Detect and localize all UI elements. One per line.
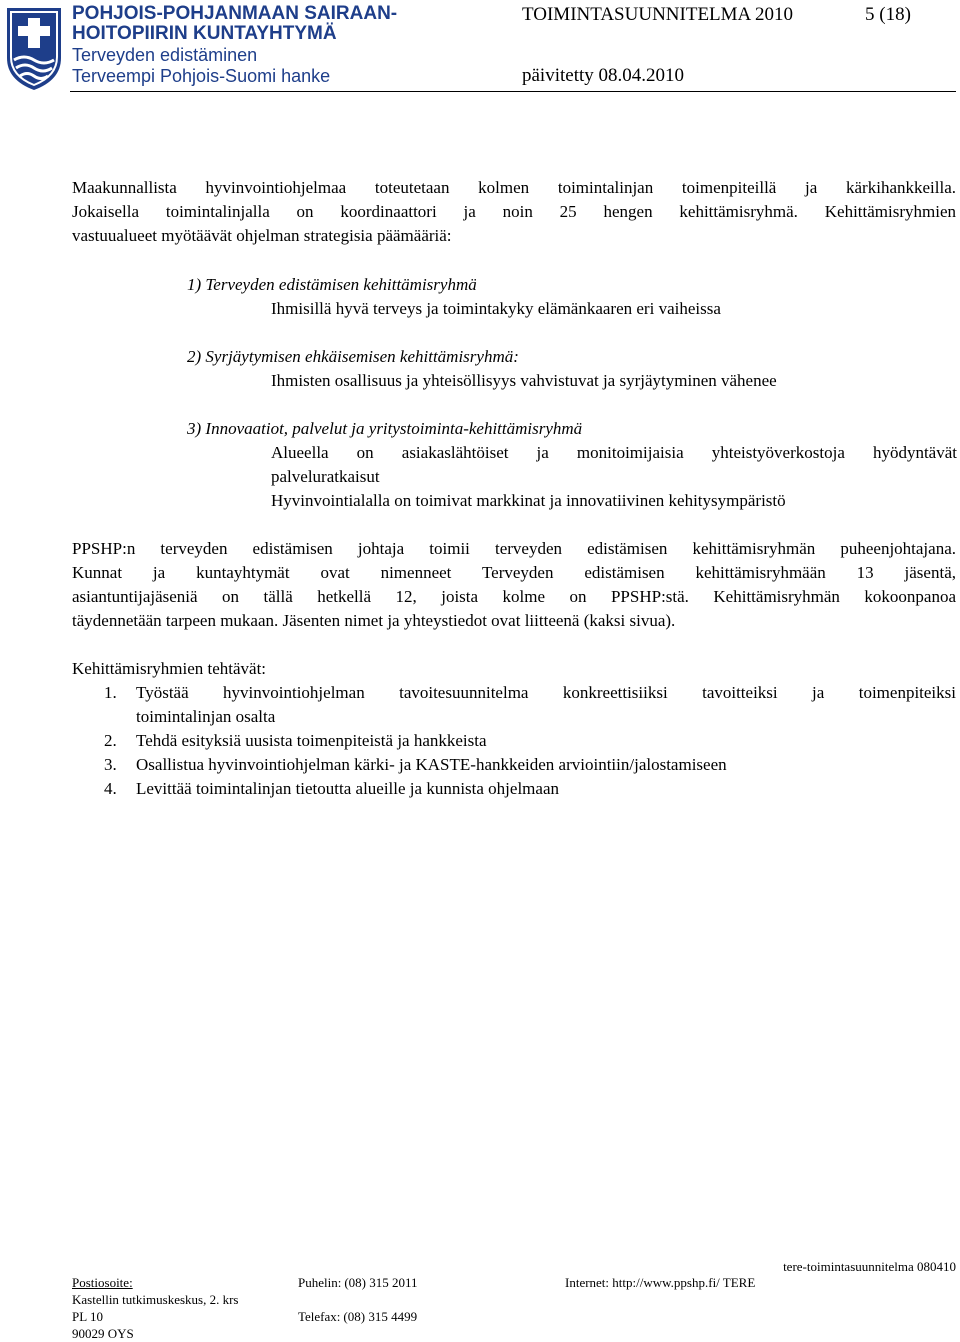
fax-info bbox=[298, 1308, 417, 1325]
intro-line: vastuualueet myötäävät ohjelman strategisia päämääriä: bbox=[72, 226, 452, 245]
paragraph-line: asiantuntijajäseniä on tällä hetkellä 12, joista kolme on PPSHP:stä. Kehittämisryhmän kokoonpanoa bbox=[72, 587, 956, 606]
address-line: Kastellin tutkimuskeskus, 2. krs bbox=[72, 1292, 239, 1307]
project-name: Terveempi Pohjois-Suomi hanke bbox=[72, 66, 331, 86]
internet-label: Internet: bbox=[565, 1275, 610, 1290]
group-goal: Hyvinvointialalla on toimivat markkinat ja innovatiivinen kehitysympäristö bbox=[271, 491, 786, 510]
task-number: 2. bbox=[104, 731, 117, 750]
task-item bbox=[72, 777, 956, 801]
phone-label: Puhelin: bbox=[298, 1275, 342, 1290]
task-number: 4. bbox=[104, 779, 117, 798]
group-title: 3) Innovaatiot, palvelut ja yritystoiminta-kehittämisryhmä bbox=[187, 419, 583, 438]
district-crest-logo bbox=[4, 4, 64, 92]
unit-name: Terveyden edistäminen bbox=[72, 45, 258, 65]
group-3 bbox=[187, 417, 957, 513]
tasks-heading: Kehittämisryhmien tehtävät: bbox=[72, 659, 267, 678]
paragraph-line: Kunnat ja kuntayhtymät ovat nimenneet Terveyden edistämisen kehittämisryhmään 13 jäsentä, bbox=[72, 563, 956, 582]
task-number: 3. bbox=[104, 755, 117, 774]
group-goal: Ihmisten osallisuus ja yhteisöllisyys vahvistuvat ja syrjäytyminen vähenee bbox=[271, 371, 777, 390]
intro-line: Jokaisella toimintalinjalla on koordinaattori ja noin 25 hengen kehittämisryhmä. Kehittämisryhmien bbox=[72, 202, 956, 221]
chair-paragraph bbox=[72, 537, 956, 633]
postal-address bbox=[72, 1274, 238, 1342]
group-goal: palveluratkaisut bbox=[271, 467, 380, 486]
internet-info bbox=[565, 1274, 755, 1291]
group-title: 1) Terveyden edistämisen kehittämisryhmä bbox=[187, 275, 477, 294]
website-link[interactable]: http://www.ppshp.fi/ TERE bbox=[612, 1275, 756, 1290]
fax-label: Telefax: bbox=[298, 1309, 341, 1324]
group-title: 2) Syrjäytymisen ehkäisemisen kehittämisryhmä: bbox=[187, 347, 519, 366]
intro-paragraph bbox=[72, 176, 956, 248]
document-title: TOIMINTASUUNNITELMA 2010 bbox=[522, 4, 793, 25]
task-text-cont: toimintalinjan osalta bbox=[136, 707, 276, 726]
address-line: 90029 OYS bbox=[72, 1326, 134, 1341]
group-2 bbox=[187, 345, 777, 393]
fax-number: (08) 315 4499 bbox=[343, 1309, 418, 1324]
task-item bbox=[72, 753, 956, 777]
intro-line: Maakunnallista hyvinvointiohjelmaa toteutetaan kolmen toimintalinjan toimenpiteillä ja kärkihankkeilla. bbox=[72, 178, 956, 197]
paragraph-line: täydennetään tarpeen mukaan. Jäsenten nimet ja yhteystiedot ovat liitteenä (kaksi sivua). bbox=[72, 611, 676, 630]
group-goal: Ihmisillä hyvä terveys ja toimintakyky elämänkaaren eri vaiheissa bbox=[271, 299, 721, 318]
task-item bbox=[72, 729, 956, 753]
file-reference: tere-toimintasuunnitelma 080410 bbox=[783, 1259, 956, 1274]
paragraph-line: PPSHP:n terveyden edistämisen johtaja toimii terveyden edistämisen kehittämisryhmän puheenjohtajana. bbox=[72, 539, 956, 558]
address-line: PL 10 bbox=[72, 1309, 103, 1324]
postal-label: Postiosoite: bbox=[72, 1275, 133, 1290]
phone-number: (08) 315 2011 bbox=[344, 1275, 418, 1290]
task-item bbox=[72, 681, 956, 729]
task-text: Tehdä esityksiä uusista toimenpiteistä ja hankkeista bbox=[136, 731, 487, 750]
header-divider bbox=[70, 91, 956, 92]
task-text: Osallistua hyvinvointiohjelman kärki- ja KASTE-hankkeiden arviointiin/jalostamiseen bbox=[136, 755, 727, 774]
task-text: Levittää toimintalinjan tietoutta alueille ja kunnista ohjelmaan bbox=[136, 779, 559, 798]
tasks-section bbox=[72, 657, 956, 801]
page-number: 5 (18) bbox=[865, 4, 911, 25]
organization-name-line2: HOITOPIIRIN KUNTAYHTYMÄ bbox=[72, 23, 337, 44]
updated-date: päivitetty 08.04.2010 bbox=[522, 65, 685, 86]
organization-name-line1: POHJOIS-POHJANMAAN SAIRAAN- bbox=[72, 3, 398, 24]
task-number: 1. bbox=[104, 683, 117, 702]
group-1 bbox=[187, 273, 721, 321]
task-text: Työstää hyvinvointiohjelman tavoitesuunnitelma konkreettisiiksi tavoitteiksi ja toimenpiteiksi bbox=[136, 683, 956, 702]
phone-info bbox=[298, 1274, 418, 1291]
group-goal: Alueella on asiakaslähtöiset ja monitoimijaisia yhteistyöverkostoja hyödyntävät bbox=[271, 443, 957, 462]
crest-shield-icon bbox=[4, 4, 64, 92]
tasks-list bbox=[72, 681, 956, 801]
